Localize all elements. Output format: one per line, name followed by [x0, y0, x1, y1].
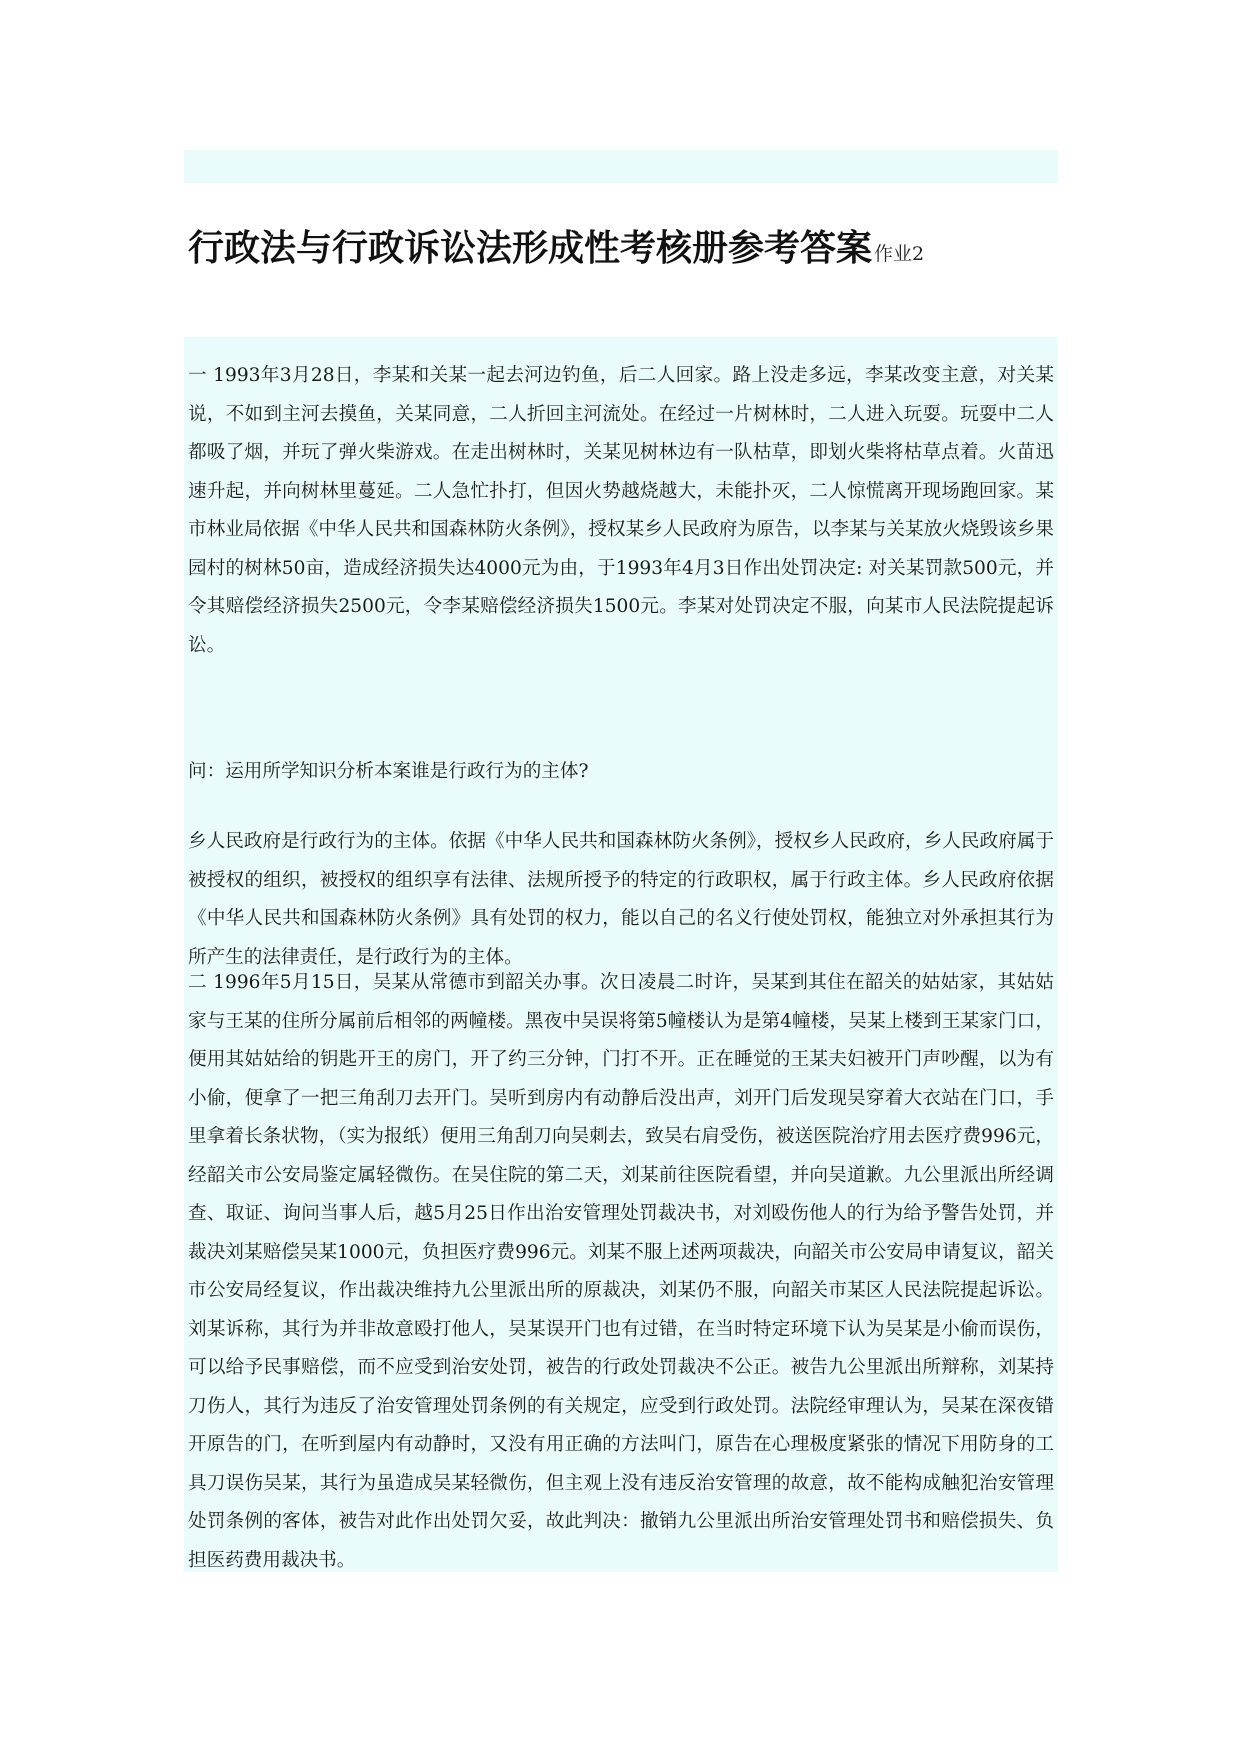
- document-body: [184, 337, 1058, 1572]
- question-paragraph: 问：运用所学知识分析本案谁是行政行为的主体?: [188, 761, 589, 782]
- case-two-paragraph: 二 1996年5月15日，吴某从常德市到韶关办事。次日凌晨二时许，吴某到其住在韶关的姑姑家，其姑姑家与王某的住所分属前后相邻的两幢楼。黑夜中吴误将第5幢楼认为是第4幢楼，吴某上楼到王某家门口，便用其姑姑给的钥匙开王的房门，开了约三分钟，门打不开。正在睡觉的王某夫妇被开门声吵醒，以为有小偷，便拿了一把三角刮刀去开门。吴听到房内有动静后没出声，刘开门后发现吴穿着大衣站在门口，手里拿着长条状物，（实为报纸）便用三角刮刀向吴刺去，致吴右肩受伤，被送医院治疗用去医疗费996元，经韶关市公安局鉴定属轻微伤。在吴住院的第二天，刘某前往医院看望，并向吴道歉。九公里派出所经调查、取证、询问当事人后，越5月25日作出治安管理处罚裁决书，对刘殴伤他人的行为给予警告处罚，并裁决刘某赔偿吴某1000元，负担医疗费996元。刘某不服上述两项裁决，向韶关市公安局申请复议，韶关市公安局经复议，作出裁决维持九公里派出所的原裁决，刘某仍不服，向韶关市某区人民法院提起诉讼。刘某诉称，其行为并非故意殴打他人，吴某误开门也有过错，在当时特定环境下认为吴某是小偷而误伤，可以给予民事赔偿，而不应受到治安处罚，被告的行政处罚裁决不公正。被告九公里派出所辩称，刘某持刀伤人，其行为违反了治安管理处罚条例的有关规定，应受到行政处罚。法院经审理认为，吴某在深夜错开原告的门，在听到屋内有动静时，又没有用正确的方法叫门，原告在心理极度紧张的情况下用防身的工具刀误伤吴某，其行为虽造成吴某轻微伤，但主观上没有违反治安管理的故意，故不能构成触犯治安管理处罚条例的客体，被告对此作出处罚欠妥，故此判决：撤销九公里派出所治安管理处罚书和赔偿损失、负担医药费用裁决书。: [188, 972, 1054, 1571]
- case-one-paragraph: 一 1993年3月28日，李某和关某一起去河边钓鱼，后二人回家。路上没走多远，李某改变主意，对关某说，不如到主河去摸鱼，关某同意，二人折回主河流处。在经过一片树林时，二人进入玩耍。玩耍中二人都吸了烟，并玩了弹火柴游戏。在走出树林时，关某见树林边有一队枯草，即划火柴将枯草点着。火苗迅速升起，并向树林里蔓延。二人急忙扑打，但因火势越烧越大，未能扑灭，二人惊慌离开现场跑回家。某市林业局依据《中华人民共和国森林防火条例》，授权某乡人民政府为原告，以李某与关某放火烧毁该乡果园村的树林50亩，造成经济损失达4000元为由，于1993年4月3日作出处罚决定: 对关某罚款500元，并令其赔偿经济损失2500元，令李某赔偿经济损失1500元。李某对处罚决定不服，向某市人民法院提起诉讼。: [188, 365, 1054, 656]
- document-subtitle: 作业2: [874, 243, 925, 265]
- top-shaded-band: [184, 150, 1058, 183]
- answer-paragraph: 乡人民政府是行政行为的主体。依据《中华人民共和国森林防火条例》，授权乡人民政府，乡人民政府属于被授权的组织，被授权的组织享有法律、法规所授予的特定的行政职权，属于行政主体。乡人民政府依据《中华人民共和国森林防火条例》具有处罚的权力，能以自己的名义行使处罚权，能独立对外承担其行为所产生的法律责任，是行政行为的主体。: [188, 831, 1054, 968]
- document-title: 行政法与行政诉讼法形成性考核册参考答案: [188, 227, 873, 269]
- document-heading: [188, 220, 1068, 271]
